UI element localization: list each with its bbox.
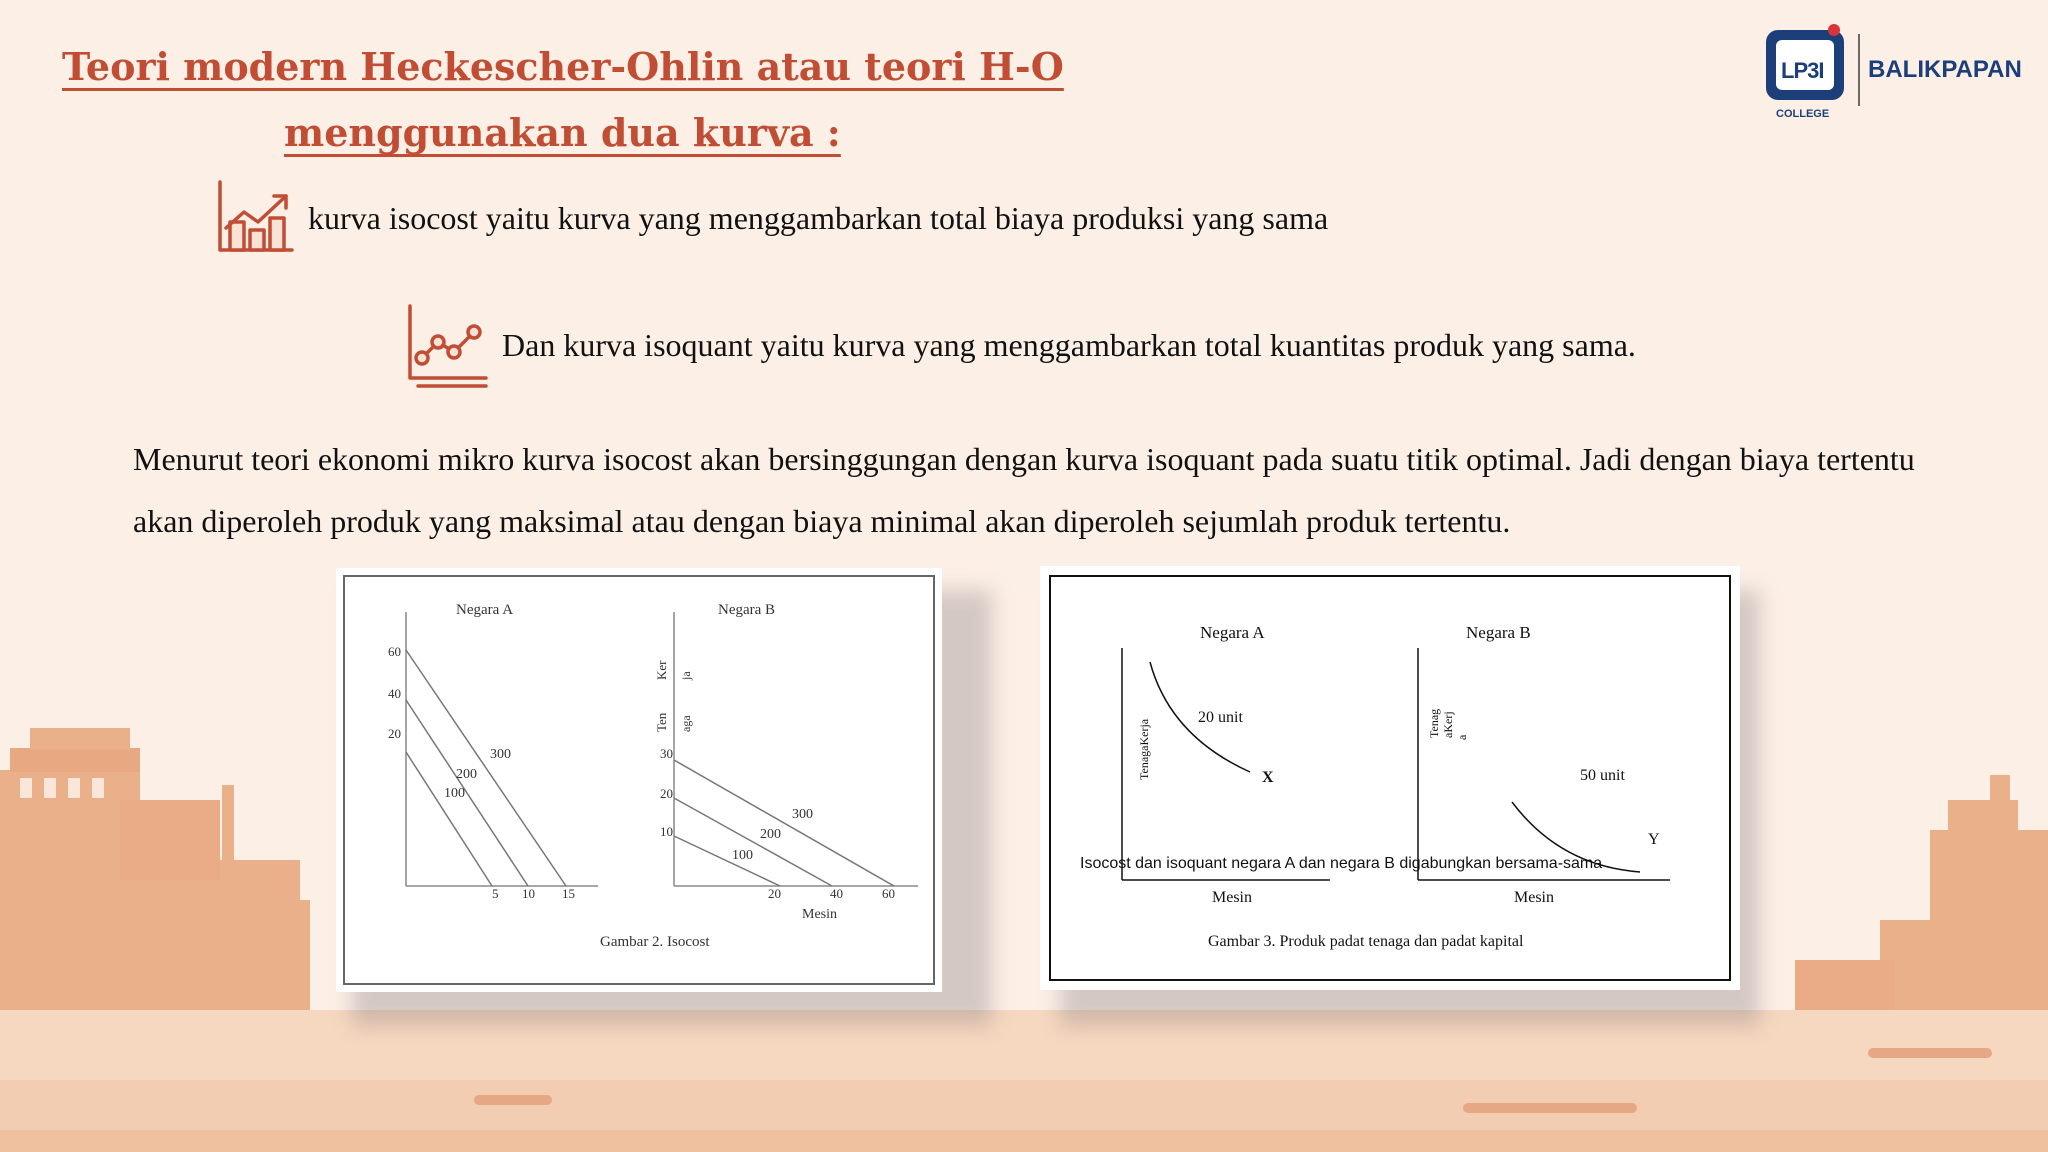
fig2-a-ytick-60: 60 — [388, 644, 401, 659]
fig2-a-xtick-15: 15 — [562, 886, 575, 901]
fig2-b-ylabel-1: Ten — [654, 712, 669, 732]
fig3-a-curve-label: 20 unit — [1198, 709, 1243, 726]
page-title-line-2: menggunakan dua kurva : — [284, 110, 841, 155]
fig2-b-ylabel-4: ja — [679, 671, 693, 680]
fig3-b-curve-label: 50 unit — [1580, 767, 1625, 784]
fig2-b-ytick-10: 10 — [660, 824, 673, 839]
left-skyline — [0, 728, 310, 1010]
bullet-isoquant — [404, 302, 1636, 388]
page-title-line-1: Teori modern Heckescher-Ohlin atau teori H-O — [62, 44, 1064, 89]
fig2-panel-b-title: Negara B — [718, 602, 776, 618]
bullet-isoquant-text: Dan kurva isoquant yaitu kurva yang menggambarkan total kuantitas produk yang sama. — [502, 326, 1636, 363]
fig2-a-line-100 — [406, 752, 492, 886]
fig3-b-ylabel-3: a — [1455, 734, 1469, 740]
fig2-a-xtick-5: 5 — [492, 886, 499, 901]
fig3-a-ylabel: TenagaKerja — [1137, 718, 1151, 780]
fig3-a-point-label: X — [1262, 769, 1274, 786]
fig2-caption: Gambar 2. Isocost — [600, 934, 710, 950]
fig2-b-ylabel-2: aga — [679, 715, 693, 732]
fig2-a-ytick-20: 20 — [388, 726, 401, 741]
fig2-b-line-300 — [674, 760, 894, 886]
bar-chart-icon — [214, 178, 296, 258]
fig3-overlay-text: Isocost dan isoquant negara A dan negara B digabungkan bersama-sama — [1080, 855, 1603, 872]
fig2-a-label-200: 200 — [456, 767, 477, 782]
body-paragraph: Menurut teori ekonomi mikro kurva isocost akan bersinggungan dengan kurva isoquant pada suatu titik optimal. Jadi dengan biaya tertentu akan diperoleh produk yang maksimal atau dengan biaya minimal akan diperoleh sejumlah produk tertentu. — [133, 441, 1915, 539]
fig3-a-xlabel: Mesin — [1212, 889, 1252, 906]
fig2-b-ytick-20: 20 — [660, 786, 673, 801]
fig2-b-xlabel: Mesin — [802, 907, 837, 922]
fig3-caption: Gambar 3. Produk padat tenaga dan padat kapital — [1208, 933, 1524, 950]
fig2-b-xtick-40: 40 — [830, 886, 843, 901]
fig2-a-label-100: 100 — [444, 786, 465, 801]
figure-isoquant — [1040, 566, 1740, 990]
fig2-panel-a-title: Negara A — [456, 602, 514, 618]
fig2-b-line-100 — [674, 836, 780, 886]
line-chart-icon — [404, 302, 490, 388]
logo-brand-text: BALIKPAPAN — [1868, 56, 2022, 83]
figure-isocost — [336, 568, 942, 992]
bullet-isocost — [214, 178, 1328, 258]
fig3-panel-a-title: Negara A — [1200, 623, 1265, 642]
logo-mark-text: LP3I — [1781, 58, 1824, 83]
fig2-a-line-300 — [406, 650, 566, 886]
fig3-b-ylabel-1: Tenag — [1427, 708, 1441, 738]
fig2-b-label-200: 200 — [760, 827, 781, 842]
brand-logo — [1764, 24, 2022, 124]
fig3-b-point-label: Y — [1648, 831, 1660, 848]
fig2-a-line-200 — [406, 700, 528, 886]
fig2-a-xtick-10: 10 — [522, 886, 535, 901]
fig3-panel-b-title: Negara B — [1466, 623, 1531, 642]
fig2-b-label-300: 300 — [792, 807, 813, 822]
fig2-b-label-100: 100 — [732, 848, 753, 863]
fig2-b-xtick-20: 20 — [768, 886, 781, 901]
fig3-b-xlabel: Mesin — [1514, 889, 1554, 906]
logo-sub-text: COLLEGE — [1776, 108, 1830, 120]
fig2-b-ytick-30: 30 — [660, 746, 673, 761]
bullet-isocost-text: kurva isocost yaitu kurva yang menggambarkan total biaya produksi yang sama — [308, 199, 1329, 236]
fig2-b-xtick-60: 60 — [882, 886, 895, 901]
fig2-a-label-300: 300 — [490, 747, 511, 762]
fig3-b-ylabel-2: aKerj — [1441, 711, 1455, 738]
right-skyline — [1795, 775, 2048, 1010]
fig2-a-ytick-40: 40 — [388, 686, 401, 701]
fig2-b-ylabel-3: Ker — [654, 660, 669, 680]
